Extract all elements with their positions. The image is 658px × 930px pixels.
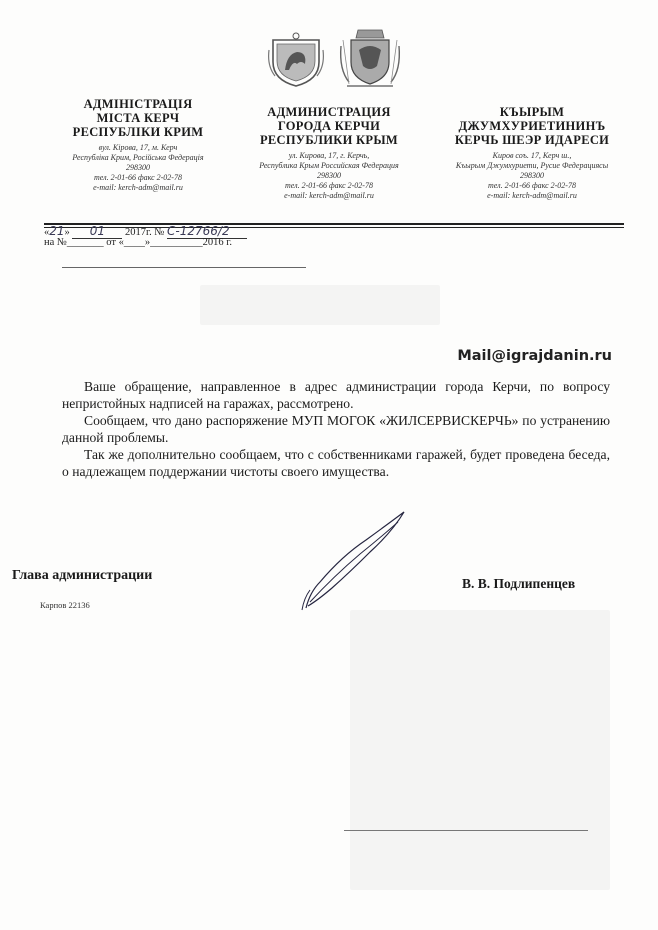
header-ua-title-3: РЕСПУБЛІКИ КРИМ — [72, 125, 204, 139]
body-paragraph-2: Сообщаем, что дано распоряжение МУП МОГОК «ЖИЛСЕРВИСКЕРЧЬ» по устранению данной проблемы. — [62, 413, 610, 445]
scan-shadow — [350, 610, 610, 890]
reg-month: 01 — [72, 224, 122, 239]
header-crh-address-2: Къырым Джумхуриети, Русие Федерациясы — [455, 161, 609, 170]
header-ua-title-2: МІСТА КЕРЧ — [96, 111, 180, 125]
scan-shadow — [200, 285, 440, 325]
header-ua-address-4: тел. 2-01-66 факс 2-02-78 — [94, 173, 182, 182]
header-ua-address-3: 298300 — [126, 163, 150, 172]
header-ua-address-5: e-mail: kerch-adm@mail.ru — [93, 183, 183, 192]
recipient-email: Mail@igrajdanin.ru — [457, 348, 612, 364]
header-ru-title-3: РЕСПУБЛИКИ КРЫМ — [259, 133, 399, 147]
registration-underline — [62, 267, 306, 268]
header-crh-title-2: ДЖУМХУРИЕТИНИНЪ — [458, 119, 606, 133]
header-crh-title-3: КЕРЧЬ ШЕЭР ИДАРЕСИ — [454, 133, 610, 147]
bottom-line — [344, 830, 588, 831]
body-paragraph-3: Так же дополнительно сообщаем, что с собственниками гаражей, будет проведена беседа, о надлежащем поддержании чистоты своего имущества. — [62, 447, 610, 479]
header-ua-address-2: Республіка Крим, Російська Федерація — [72, 153, 204, 162]
header-ru-address-4: тел. 2-01-66 факс 2-02-78 — [285, 181, 373, 190]
crimea-coat-of-arms-icon — [267, 30, 325, 88]
header-ru — [234, 105, 424, 201]
header-ua-address-1: вул. Кірова, 17, м. Керч — [98, 143, 178, 152]
header-ru-title-1: АДМИНИСТРАЦИЯ — [267, 105, 391, 119]
header-crh-address-1: Киров соъ. 17, Керч ш., — [492, 151, 572, 160]
body-paragraph-1: Ваше обращение, направленное в адрес администрации города Керчи, по вопросу непристойных надписей на гаражах, рассмотрено. — [62, 379, 610, 411]
registration-line-2: на №_______ от «____»__________2016 г. — [44, 237, 232, 248]
header-crh-address-5: e-mail: kerch-adm@mail.ru — [487, 191, 577, 200]
header-ru-title-2: ГОРОДА КЕРЧИ — [277, 119, 381, 133]
reg-quote-close: » — [64, 227, 70, 238]
handwritten-signature — [290, 502, 410, 614]
signatory-position: Глава администрации — [12, 568, 153, 583]
letter-body — [62, 378, 610, 480]
header-ru-address-2: Республика Крым Российская Федерация — [259, 161, 399, 170]
kerch-coat-of-arms-icon — [337, 26, 403, 90]
reg-number: С-12766/2 — [167, 224, 247, 239]
reg-quote-open: « — [44, 227, 50, 238]
header-ua-title-1: АДМІНІСТРАЦІЯ — [83, 97, 193, 111]
header-ua — [48, 97, 228, 193]
header-ru-address-1: ул. Кирова, 17, г. Керчь, — [288, 151, 370, 160]
executor-note: Карпов 22136 — [40, 600, 90, 610]
signatory-name: В. В. Подлипенцев — [462, 576, 576, 591]
reg-year: 2017г. № — [125, 227, 165, 238]
reg-day: 21 — [49, 224, 65, 238]
header-crh-address-4: тел. 2-01-66 факс 2-02-78 — [488, 181, 576, 190]
header-crh — [432, 105, 632, 201]
header-crh-title-1: КЪЫРЫМ — [499, 105, 565, 119]
header-ru-address-5: e-mail: kerch-adm@mail.ru — [284, 191, 374, 200]
header-crh-address-3: 298300 — [520, 171, 544, 180]
header-ru-address-3: 298300 — [317, 171, 341, 180]
